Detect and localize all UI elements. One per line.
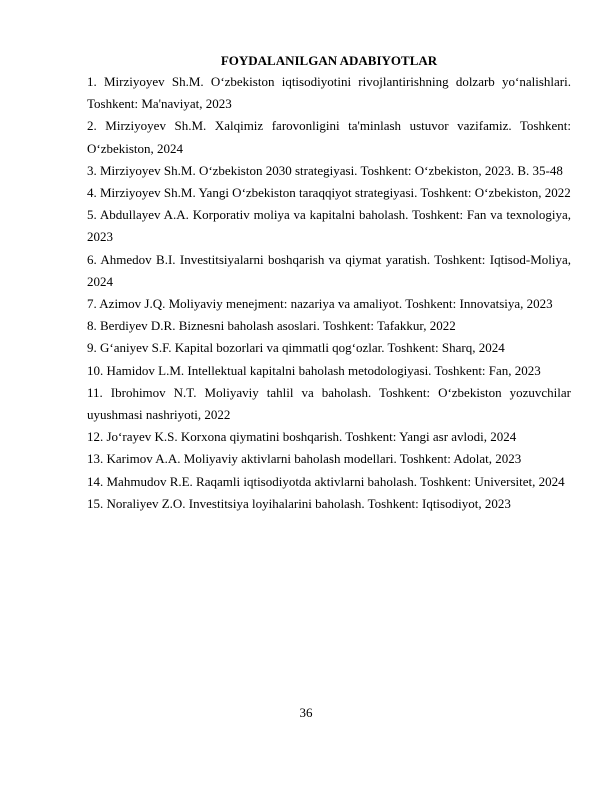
page-number: 36 bbox=[299, 705, 313, 720]
page-title: FOYDALANILGAN ADABIYOTLAR bbox=[220, 53, 438, 68]
reference-item: 3. Mirziyoyev Sh.M. O‘zbekiston 2030 strategiyasi. Toshkent: O‘zbekiston, 2023. B. 35-48 bbox=[87, 162, 563, 178]
reference-item: 2. Mirziyoyev Sh.M. Xalqimiz farovonligini ta'minlash ustuvor vazifamiz. Toshkent: O‘zbekiston, 2024 bbox=[87, 118, 571, 156]
reference-item: 6. Ahmedov B.I. Investitsiyalarni boshqarish va qiymat yaratish. Toshkent: Iqtisod-Moliya, 2024 bbox=[87, 251, 571, 289]
document-page bbox=[87, 50, 571, 515]
reference-item: 1. Mirziyoyev Sh.M. O‘zbekiston iqtisodiyotini rivojlantirishning dolzarb yo‘nalishlari. Toshkent: Ma'naviyat, 2023 bbox=[87, 74, 571, 112]
reference-item: 5. Abdullayev A.A. Korporativ moliya va kapitalni baholash. Toshkent: Fan va texnologiya, 2023 bbox=[87, 207, 571, 245]
reference-item: 14. Mahmudov R.E. Raqamli iqtisodiyotda aktivlarni baholash. Toshkent: Universitet, 2024 bbox=[87, 473, 565, 489]
reference-item: 10. Hamidov L.M. Intellektual kapitalni baholash metodologiyasi. Toshkent: Fan, 2023 bbox=[87, 362, 541, 378]
reference-item: 12. Jo‘rayev K.S. Korxona qiymatini boshqarish. Toshkent: Yangi asr avlodi, 2024 bbox=[87, 429, 517, 445]
reference-list bbox=[87, 71, 571, 515]
reference-item: 4. Mirziyoyev Sh.M. Yangi O‘zbekiston taraqqiyot strategiyasi. Toshkent: O‘zbekiston, 2022 bbox=[87, 185, 571, 201]
reference-item: 11. Ibrohimov N.T. Moliyaviy tahlil va baholash. Toshkent: O‘zbekiston yozuvchilar uyushmasi nashriyoti, 2022 bbox=[87, 384, 571, 423]
reference-item: 13. Karimov A.A. Moliyaviy aktivlarni baholash modellari. Toshkent: Adolat, 2023 bbox=[87, 451, 522, 467]
reference-item: 15. Noraliyev Z.O. Investitsiya loyihalarini baholash. Toshkent: Iqtisodiyot, 2023 bbox=[87, 495, 511, 511]
reference-item: 7. Azimov J.Q. Moliyaviy menejment: nazariya va amaliyot. Toshkent: Innovatsiya, 2023 bbox=[87, 296, 553, 312]
reference-item: 9. G‘aniyev S.F. Kapital bozorlari va qimmatli qog‘ozlar. Toshkent: Sharq, 2024 bbox=[87, 340, 505, 356]
reference-item: 8. Berdiyev D.R. Biznesni baholash asoslari. Toshkent: Tafakkur, 2022 bbox=[87, 318, 456, 334]
